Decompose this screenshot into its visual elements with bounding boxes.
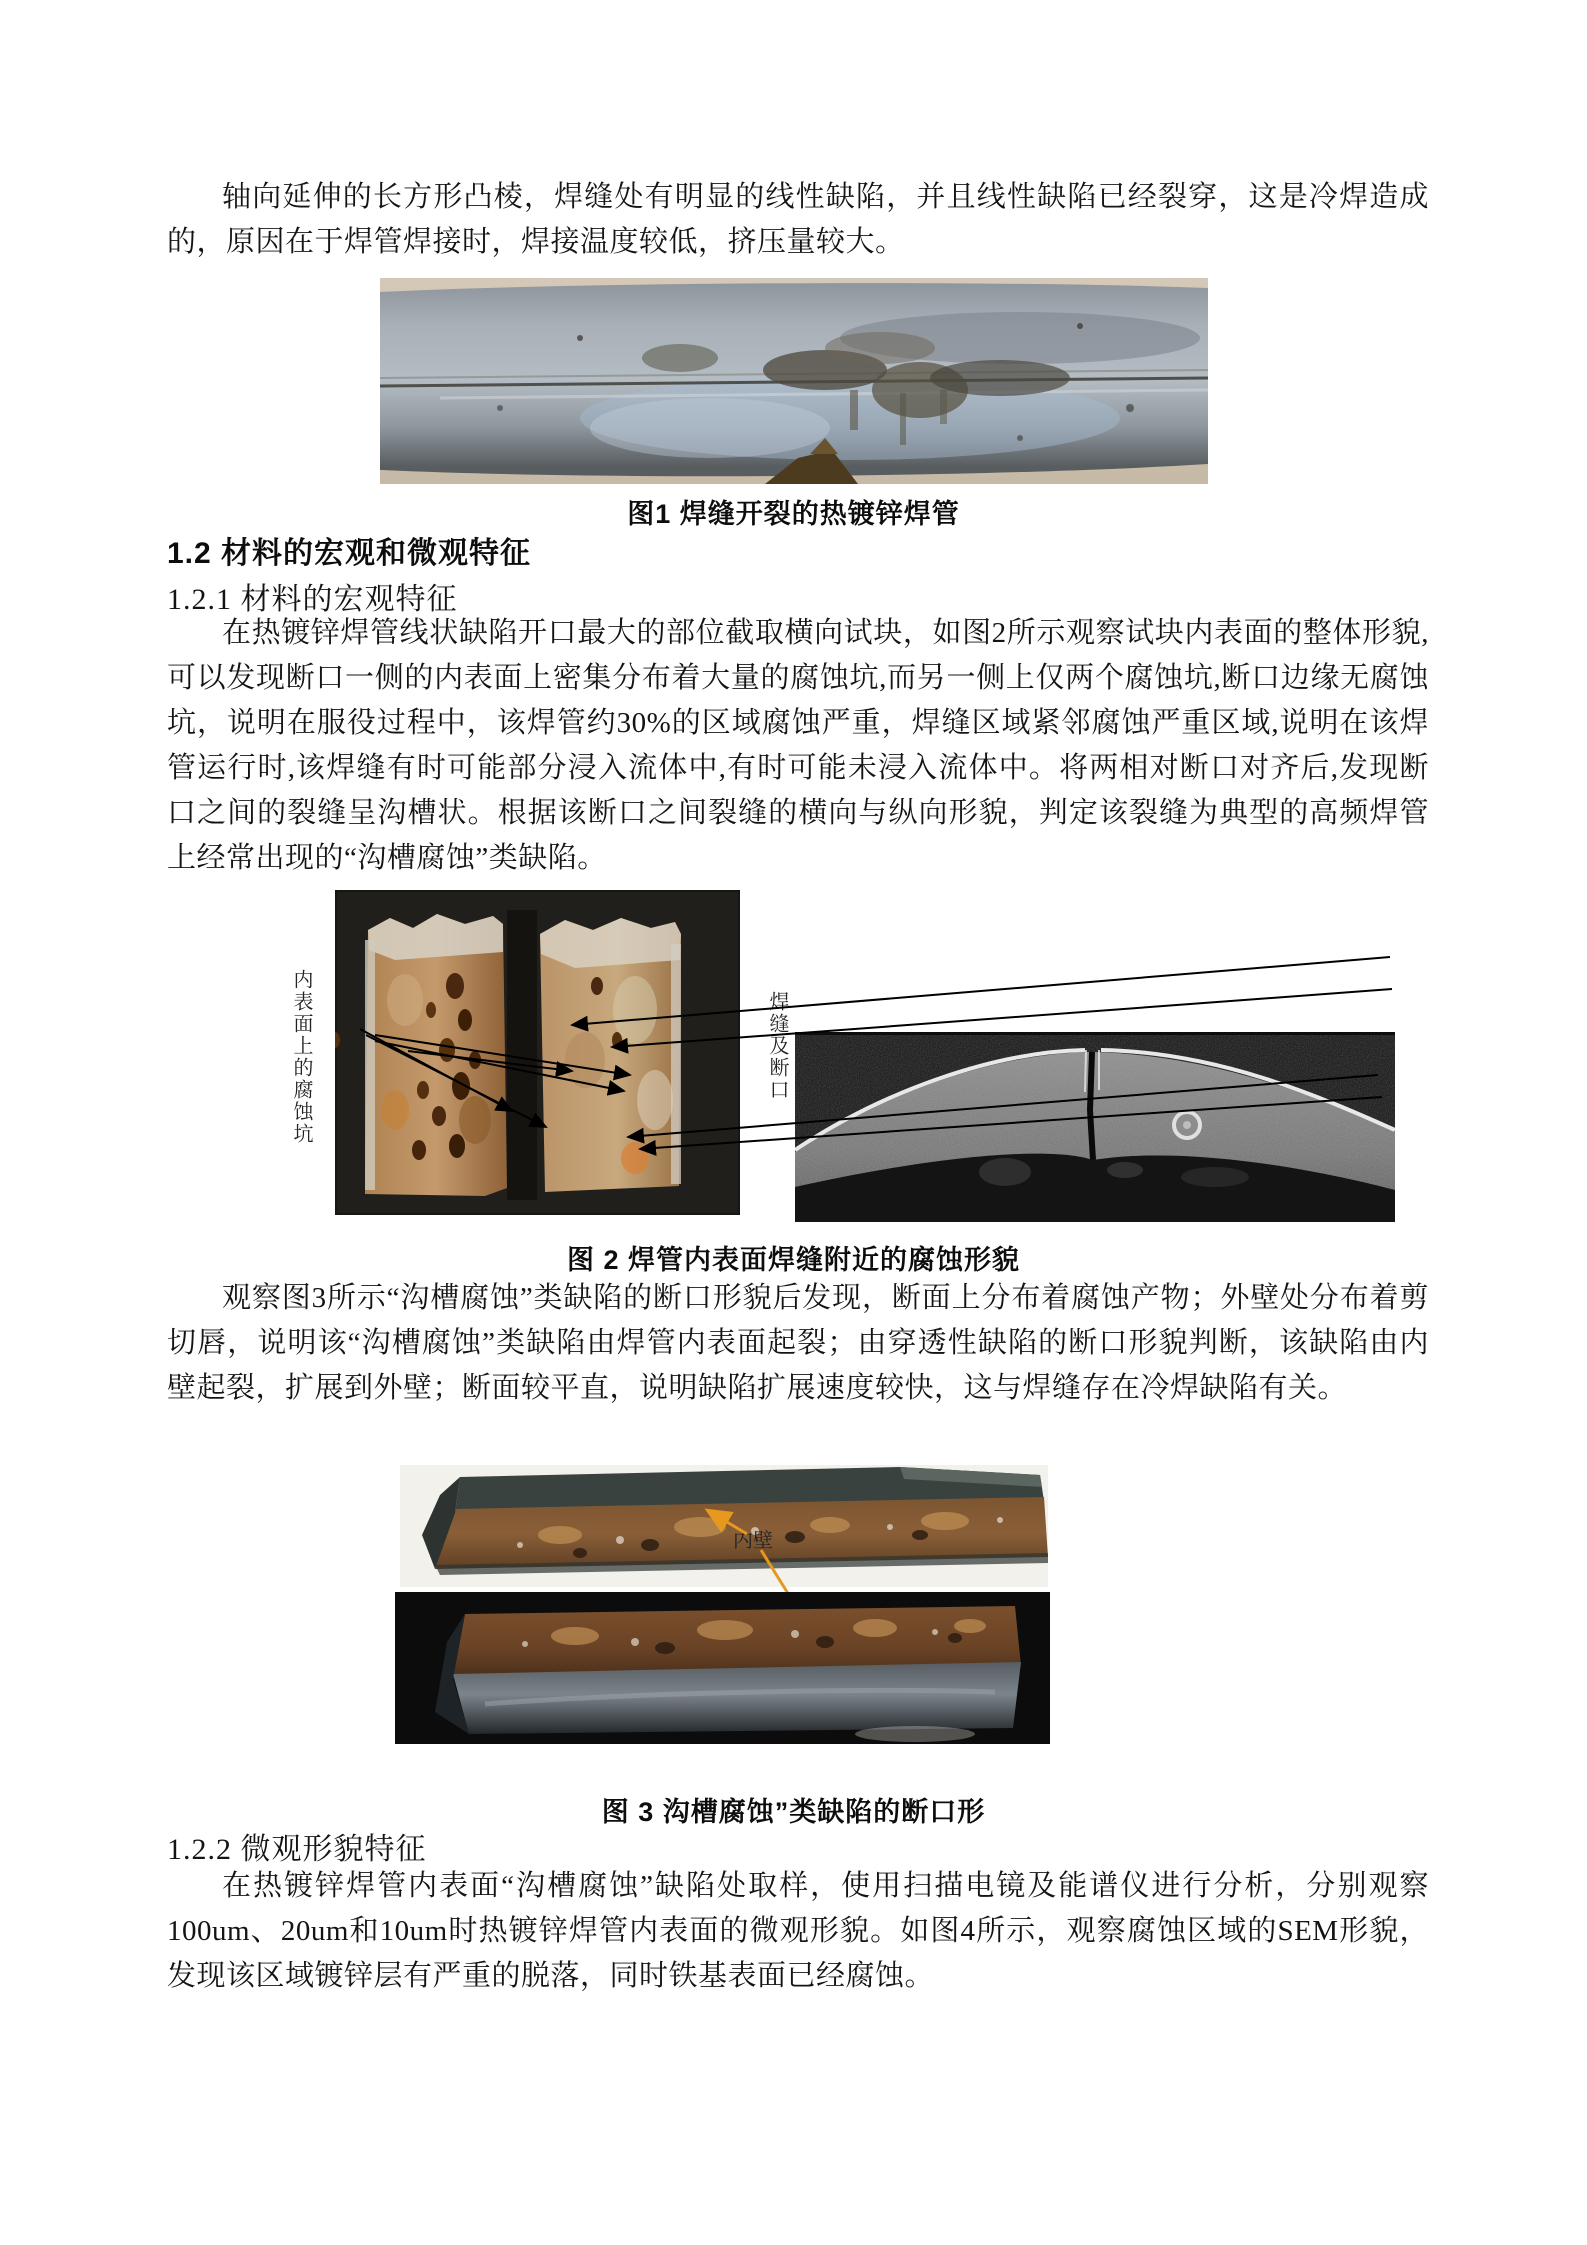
figure1-caption: 图1 焊缝开裂的热镀锌焊管	[627, 499, 960, 529]
figure2-caption: 图 2 焊管内表面焊缝附近的腐蚀形貌	[566, 1245, 1021, 1275]
fig2-annotation-arrows	[280, 885, 1400, 1230]
figure3-caption: 图 3 沟槽腐蚀”类缺陷的断口形	[601, 1797, 986, 1827]
fig3-bottom-photo	[395, 1592, 1050, 1744]
paragraph-groove-corrosion-fracture: 观察图3所示“沟槽腐蚀”类缺陷的断口形貌后发现，断面上分布着腐蚀产物；外壁处分布着剪切唇，说明该“沟槽腐蚀”类缺陷由焊管内表面起裂；由穿透性缺陷的断口形貌判断，该缺陷由内壁起裂，扩展到外壁；断面较平直，说明缺陷扩展速度较快，这与焊缝存在冷焊缺陷有关。	[167, 1282, 1429, 1404]
paragraph-micro-features: 在热镀锌焊管内表面“沟槽腐蚀”缺陷处取样，使用扫描电镜及能谱仪进行分析，分别观察100um、20um和10um时热镀锌焊管内表面的微观形貌。如图4所示，观察腐蚀区域的SEM形貌，发现该区域镀锌层有严重的脱落，同时铁基表面已经腐蚀。	[167, 1870, 1429, 1992]
fig3-label-inner-wall: 内壁	[733, 1530, 773, 1552]
section-heading-1-2: 1.2 材料的宏观和微观特征	[167, 537, 532, 570]
section-heading-1-2-2: 1.2.2 微观形貌特征	[167, 1833, 427, 1866]
section-heading-1-2-1: 1.2.1 材料的宏观特征	[167, 583, 458, 616]
paragraph-macro-features: 在热镀锌焊管线状缺陷开口最大的部位截取横向试块，如图2所示观察试块内表面的整体形貌,可以发现断口一侧的内表面上密集分布着大量的腐蚀坑,而另一侧上仅两个腐蚀坑,断口边缘无腐蚀坑，说明在服役过程中，该焊管约30%的区域腐蚀严重，焊缝区域紧邻腐蚀严重区域,说明在该焊管运行时,该焊缝有时可能部分浸入流体中,有时可能未浸入流体中。将两相对断口对齐后,发现断口之间的裂缝呈沟槽状。根据该断口之间裂缝的横向与纵向形貌，判定该裂缝为典型的高频焊管上经常出现的“沟槽腐蚀”类缺陷。	[167, 617, 1429, 874]
figure2-photos-corrosion-near-weld	[280, 885, 1400, 1230]
pipe-photo-illustration	[380, 278, 1208, 484]
figure1-photo-cracked-pipe	[380, 278, 1208, 484]
paragraph-intro-cold-weld: 轴向延伸的长方形凸棱，焊缝处有明显的线性缺陷，并且线性缺陷已经裂穿，这是冷焊造成的，原因在于焊管焊接时，焊接温度较低，挤压量较大。	[167, 181, 1429, 258]
fig2-label-inner-surface-pits: 内表面上的腐蚀坑	[290, 969, 312, 1145]
fig2-label-weld-and-fracture: 焊缝及断口	[766, 991, 788, 1101]
figure3-photos-fracture-specimens	[395, 1462, 1050, 1747]
